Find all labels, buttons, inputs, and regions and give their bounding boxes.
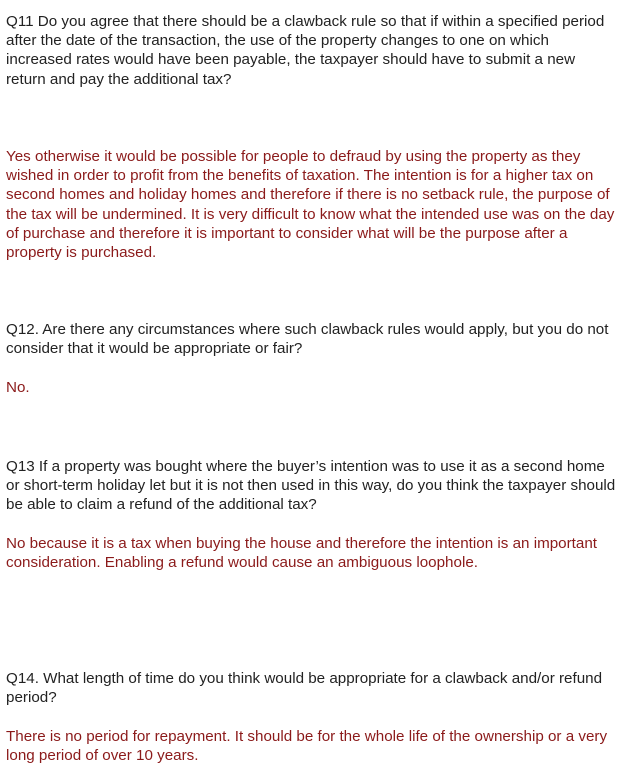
question-q14: Q14. What length of time do you think would be appropriate for a clawback and/or refund period? — [6, 670, 603, 707]
question-q12: Q12. Are there any circumstances where such clawback rules would apply, but you do not consider that it would be appropriate or fair? — [6, 321, 609, 358]
answer-q13: No because it is a tax when buying the house and therefore the intention is an important consideration. Enabling a refund would cause an ambiguous loophole. — [6, 535, 597, 572]
answer-q14: There is no period for repayment. It should be for the whole life of the ownership or a very long period of over 10 years. — [6, 728, 608, 765]
question-q11: Q11 Do you agree that there should be a clawback rule so that if within a specified period after the date of the transaction, the use of the property changes to one on which increased rates would have been payable, the taxpayer should have to submit a new return and pay the additional tax? — [6, 13, 605, 88]
answer-q12: No. — [6, 379, 30, 396]
answer-q11: Yes otherwise it would be possible for people to defraud by using the property as they wished in order to profit from the benefits of taxation. The intention is for a higher tax on second homes and holiday homes and therefore if there is no setback rule, the purpose of the tax will be undermined. It is very difficult to know what the intended use was on the day of purchase and therefore it is important to consider what will be the purpose after a property is purchased. — [6, 148, 615, 262]
question-q13: Q13 If a property was bought where the buyer’s intention was to use it as a second home or short-term holiday let but it is not then used in this way, do you think the taxpayer should be able to claim a refund of the additional tax? — [6, 458, 616, 514]
